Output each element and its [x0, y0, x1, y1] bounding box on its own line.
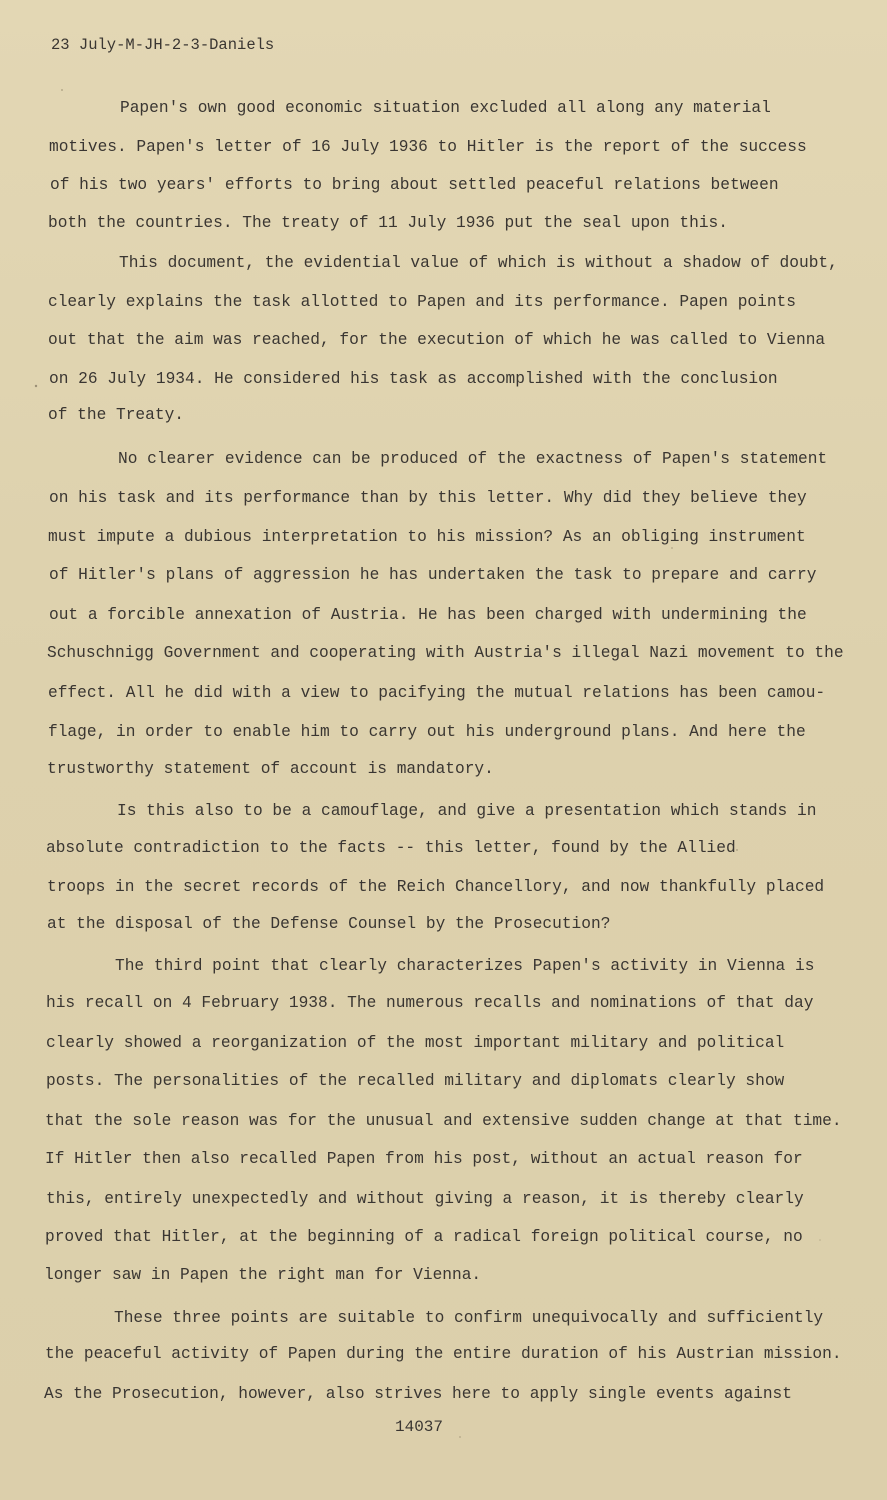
text-line: posts. The personalities of the recalled military and diplomats clearly show — [46, 1072, 785, 1090]
text-line: of the Treaty. — [48, 406, 184, 424]
text-line: of Hitler's plans of aggression he has undertaken the task to prepare and carry — [49, 566, 817, 584]
text-line: Papen's own good economic situation excluded all along any material — [120, 99, 771, 117]
text-line: the peaceful activity of Papen during the entire duration of his Austrian mission. — [45, 1345, 842, 1363]
text-line: If Hitler then also recalled Papen from his post, without an actual reason for — [45, 1150, 803, 1168]
text-line: of his two years' efforts to bring about settled peaceful relations between — [50, 176, 779, 194]
text-line: clearly showed a reorganization of the most important military and political — [46, 1034, 785, 1052]
text-line: absolute contradiction to the facts -- this letter, found by the Allied — [46, 839, 736, 857]
text-line: effect. All he did with a view to pacifying the mutual relations has been camou- — [48, 684, 826, 702]
page-number: 14037 — [395, 1418, 444, 1436]
text-line: As the Prosecution, however, also strives here to apply single events against — [44, 1385, 792, 1403]
text-line: out a forcible annexation of Austria. He has been charged with undermining the — [49, 606, 807, 624]
text-line: clearly explains the task allotted to Papen and its performance. Papen points — [48, 293, 796, 311]
text-line: These three points are suitable to confirm unequivocally and sufficiently — [114, 1309, 824, 1327]
text-line: This document, the evidential value of which is without a shadow of doubt, — [119, 254, 838, 272]
text-line: No clearer evidence can be produced of the exactness of Papen's statement — [118, 450, 828, 468]
text-line: both the countries. The treaty of 11 July 1936 put the seal upon this. — [48, 214, 728, 232]
text-line: Is this also to be a camouflage, and give a presentation which stands in — [117, 802, 817, 820]
text-line: proved that Hitler, at the beginning of a radical foreign political course, no — [45, 1228, 803, 1246]
text-line: at the disposal of the Defense Counsel by the Prosecution? — [47, 915, 611, 933]
text-line: out that the aim was reached, for the execution of which he was called to Vienna — [48, 331, 826, 349]
text-line: flage, in order to enable him to carry out his underground plans. And here the — [48, 723, 806, 741]
text-line: longer saw in Papen the right man for Vienna. — [44, 1266, 482, 1284]
document-header: 23 July-M-JH-2-3-Daniels — [51, 36, 275, 54]
text-line: this, entirely unexpectedly and without giving a reason, it is thereby clearly — [46, 1190, 804, 1208]
text-line: trustworthy statement of account is mandatory. — [47, 760, 494, 778]
text-line: troops in the secret records of the Reich Chancellory, and now thankfully placed — [47, 878, 825, 896]
text-line: on 26 July 1934. He considered his task as accomplished with the conclusion — [49, 370, 778, 388]
text-line: Schuschnigg Government and cooperating with Austria's illegal Nazi movement to the — [47, 644, 844, 662]
text-line: must impute a dubious interpretation to his mission? As an obliging instrument — [48, 528, 806, 546]
text-line: his recall on 4 February 1938. The numerous recalls and nominations of that day — [46, 994, 814, 1012]
text-line: motives. Papen's letter of 16 July 1936 to Hitler is the report of the success — [49, 138, 807, 156]
text-line: on his task and its performance than by this letter. Why did they believe they — [49, 489, 807, 507]
text-line: The third point that clearly characterizes Papen's activity in Vienna is — [115, 957, 815, 975]
text-line: that the sole reason was for the unusual and extensive sudden change at that time. — [45, 1112, 842, 1130]
